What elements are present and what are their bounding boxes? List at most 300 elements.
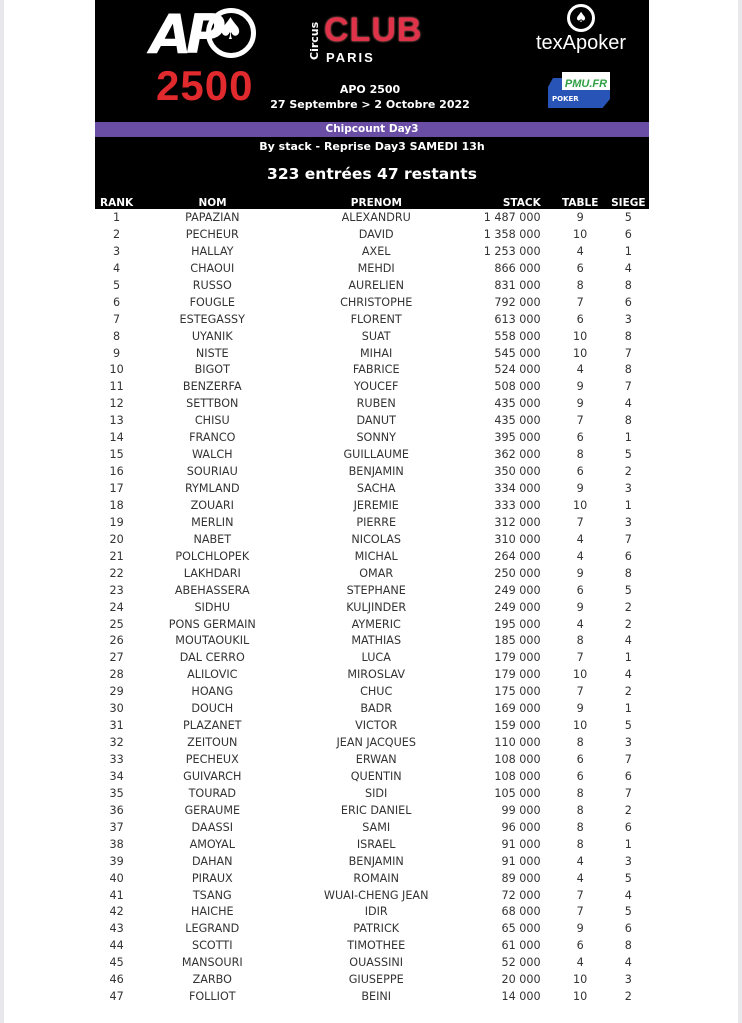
cell-prenom: MATHIAS bbox=[351, 634, 402, 648]
header-banner bbox=[95, 0, 649, 122]
table-row bbox=[95, 378, 649, 395]
cell-rank: 34 bbox=[109, 769, 124, 783]
cell-prenom: LUCA bbox=[361, 651, 391, 665]
cell-table: 4 bbox=[576, 244, 584, 258]
table-row bbox=[95, 345, 649, 362]
cell-table: 4 bbox=[576, 617, 584, 631]
cell-rank: 42 bbox=[109, 905, 124, 919]
cell-prenom: AXEL bbox=[361, 244, 391, 258]
cell-prenom: PIERRE bbox=[356, 515, 397, 529]
cell-siege: 7 bbox=[624, 346, 632, 360]
chipcount-sheet bbox=[95, 0, 649, 1005]
cell-siege: 1 bbox=[624, 431, 632, 445]
cell-prenom: ISRAEL bbox=[356, 837, 396, 851]
cell-stack: 334 000 bbox=[494, 482, 541, 495]
cell-siege: 5 bbox=[624, 583, 632, 597]
cell-nom: GUIVARCH bbox=[183, 769, 242, 783]
cell-table: 7 bbox=[576, 295, 584, 309]
cell-stack: 91 000 bbox=[501, 837, 541, 851]
table-row bbox=[95, 395, 649, 412]
cell-stack: 179 000 bbox=[494, 651, 541, 665]
table-row bbox=[95, 887, 649, 904]
cell-table: 10 bbox=[573, 498, 588, 512]
cell-nom: SCOTTI bbox=[192, 939, 233, 953]
cell-prenom: JEAN JACQUES bbox=[336, 736, 416, 750]
cell-table: 4 bbox=[576, 532, 584, 546]
table-row bbox=[95, 311, 649, 328]
cell-rank: 46 bbox=[109, 973, 124, 987]
cell-siege: 6 bbox=[624, 295, 632, 309]
cell-stack: 524 000 bbox=[494, 363, 541, 377]
cell-table: 9 bbox=[576, 600, 584, 614]
cell-rank: 44 bbox=[109, 939, 124, 953]
cell-prenom: SIDI bbox=[365, 786, 388, 800]
cell-stack: 169 000 bbox=[494, 702, 541, 716]
cell-prenom: VICTOR bbox=[355, 719, 398, 733]
cell-prenom: SUAT bbox=[361, 329, 391, 343]
cell-table: 6 bbox=[576, 465, 584, 479]
cell-nom: NISTE bbox=[195, 346, 229, 360]
cell-prenom: AURELIEN bbox=[348, 278, 405, 292]
cell-rank: 24 bbox=[109, 600, 124, 614]
cell-nom: RYMLAND bbox=[184, 482, 240, 495]
cell-siege: 4 bbox=[624, 634, 632, 648]
table-row bbox=[95, 971, 649, 988]
table-row bbox=[95, 209, 649, 226]
cell-siege: 1 bbox=[624, 498, 632, 512]
apo-logo-number: 2500 bbox=[156, 62, 254, 109]
cell-siege: 4 bbox=[624, 668, 632, 682]
cell-rank: 19 bbox=[109, 515, 124, 529]
texapoker-wordmark: texApoker bbox=[535, 32, 627, 54]
cell-siege: 8 bbox=[624, 414, 632, 428]
cell-rank: 35 bbox=[109, 786, 124, 800]
cell-siege: 1 bbox=[624, 837, 632, 851]
table-row bbox=[95, 548, 649, 565]
table-row bbox=[95, 565, 649, 582]
subtitle: By stack - Reprise Day3 SAMEDI 13h bbox=[259, 140, 485, 153]
cell-table: 7 bbox=[576, 515, 584, 529]
cell-rank: 4 bbox=[113, 261, 121, 275]
pmu-poker-label: POKER bbox=[552, 95, 579, 103]
cell-table: 4 bbox=[576, 363, 584, 377]
cell-table: 4 bbox=[576, 871, 584, 885]
cell-nom: DAL CERRO bbox=[179, 651, 245, 665]
cell-table: 10 bbox=[573, 346, 588, 360]
cell-nom: PECHEUR bbox=[185, 227, 239, 241]
cell-table: 6 bbox=[576, 753, 584, 766]
table-row bbox=[95, 616, 649, 633]
cell-table: 6 bbox=[576, 939, 584, 953]
cell-prenom: CHUC bbox=[360, 685, 393, 699]
cell-table: 4 bbox=[576, 956, 584, 970]
cell-table: 8 bbox=[576, 837, 584, 851]
cell-stack: 312 000 bbox=[494, 515, 541, 529]
cell-nom: RUSSO bbox=[192, 278, 232, 292]
cell-nom: DAASSI bbox=[191, 820, 234, 834]
cell-prenom: MICHAL bbox=[354, 549, 398, 563]
cell-rank: 13 bbox=[109, 414, 124, 428]
table-row bbox=[95, 683, 649, 700]
cell-rank: 16 bbox=[109, 465, 124, 479]
cell-rank: 3 bbox=[113, 244, 121, 258]
cell-rank: 45 bbox=[109, 956, 124, 970]
cell-rank: 37 bbox=[109, 820, 124, 834]
cell-rank: 41 bbox=[109, 888, 124, 902]
cell-nom: ESTEGASSY bbox=[179, 312, 245, 326]
cell-siege: 3 bbox=[624, 854, 632, 868]
cell-rank: 40 bbox=[109, 871, 124, 885]
cell-siege: 2 bbox=[624, 990, 632, 1004]
table-row bbox=[95, 632, 649, 649]
cell-prenom: DAVID bbox=[358, 227, 394, 241]
cell-prenom: KULJINDER bbox=[346, 600, 407, 614]
circus-label: Circus bbox=[308, 21, 321, 60]
cell-rank: 36 bbox=[109, 803, 124, 817]
cell-nom: PONS GERMAIN bbox=[168, 617, 256, 631]
cell-siege: 2 bbox=[624, 803, 632, 817]
cell-prenom: CHRISTOPHE bbox=[340, 295, 413, 309]
cell-siege: 2 bbox=[624, 600, 632, 614]
cell-table: 8 bbox=[576, 820, 584, 834]
cell-rank: 7 bbox=[113, 312, 121, 326]
cell-prenom: STEPHANE bbox=[346, 583, 406, 597]
cell-nom: TOURAD bbox=[188, 786, 236, 800]
table-row bbox=[95, 294, 649, 311]
table-row bbox=[95, 480, 649, 497]
cell-prenom: BADR bbox=[360, 702, 393, 716]
cell-prenom: OMAR bbox=[359, 566, 394, 580]
cell-rank: 22 bbox=[109, 566, 124, 580]
texapoker-spade-icon: ♠ bbox=[567, 4, 595, 32]
cell-siege: 6 bbox=[624, 227, 632, 241]
cell-siege: 5 bbox=[624, 211, 632, 224]
cell-table: 7 bbox=[576, 888, 584, 902]
cell-stack: 52 000 bbox=[501, 956, 541, 970]
table-row bbox=[95, 514, 649, 531]
table-row bbox=[95, 954, 649, 971]
cell-stack: 108 000 bbox=[494, 753, 541, 766]
cell-table: 8 bbox=[576, 448, 584, 462]
cell-stack: 179 000 bbox=[494, 668, 541, 682]
cell-nom: LEGRAND bbox=[185, 922, 240, 936]
cell-nom: BENZERFA bbox=[182, 380, 242, 394]
col-rank: RANK bbox=[100, 197, 134, 209]
cell-table: 10 bbox=[573, 329, 588, 343]
cell-stack: 250 000 bbox=[494, 566, 541, 580]
table-row bbox=[95, 582, 649, 599]
table-row bbox=[95, 819, 649, 836]
table-row bbox=[95, 226, 649, 243]
cell-stack: 508 000 bbox=[494, 380, 541, 394]
cell-stack: 831 000 bbox=[494, 278, 541, 292]
table-row bbox=[95, 243, 649, 260]
cell-nom: SOURIAU bbox=[186, 465, 238, 479]
table-row bbox=[95, 870, 649, 887]
cell-prenom: PATRICK bbox=[353, 922, 400, 936]
cell-siege: 2 bbox=[624, 465, 632, 479]
cell-table: 4 bbox=[576, 854, 584, 868]
club-word: CLUB bbox=[324, 11, 423, 49]
cell-nom: HOANG bbox=[191, 685, 234, 699]
section-title: Chipcount Day3 bbox=[95, 122, 649, 137]
cell-prenom: WUAI-CHENG JEAN bbox=[323, 888, 429, 902]
cell-nom: HALLAY bbox=[191, 244, 234, 258]
table-row bbox=[95, 429, 649, 446]
cell-rank: 15 bbox=[109, 448, 124, 462]
cell-rank: 38 bbox=[109, 837, 124, 851]
cell-siege: 1 bbox=[624, 651, 632, 665]
cell-rank: 25 bbox=[109, 617, 124, 631]
cell-prenom: ERIC DANIEL bbox=[340, 803, 412, 817]
cell-nom: POLCHLOPEK bbox=[175, 549, 250, 563]
cell-prenom: FLORENT bbox=[350, 312, 402, 326]
table-row bbox=[95, 446, 649, 463]
cell-nom: FOLLIOT bbox=[188, 990, 236, 1004]
cell-prenom: FABRICE bbox=[352, 363, 400, 377]
cell-stack: 72 000 bbox=[501, 888, 541, 902]
cell-siege: 3 bbox=[624, 736, 632, 750]
cell-nom: GERAUME bbox=[184, 803, 241, 817]
cell-nom: NABET bbox=[193, 532, 232, 546]
cell-rank: 43 bbox=[109, 922, 124, 936]
cell-nom: ZOUARI bbox=[190, 498, 234, 512]
cell-siege: 8 bbox=[624, 363, 632, 377]
col-siege: SIEGE bbox=[611, 197, 646, 209]
table-row bbox=[95, 988, 649, 1005]
cell-siege: 8 bbox=[624, 329, 632, 343]
cell-stack: 792 000 bbox=[494, 295, 541, 309]
cell-nom: BIGOT bbox=[194, 363, 230, 377]
table-row bbox=[95, 649, 649, 666]
cell-nom: MERLIN bbox=[191, 515, 234, 529]
cell-table: 6 bbox=[576, 583, 584, 597]
cell-table: 7 bbox=[576, 651, 584, 665]
cell-stack: 68 000 bbox=[501, 905, 541, 919]
table-row bbox=[95, 802, 649, 819]
cell-stack: 1 253 000 bbox=[483, 244, 541, 258]
cell-siege: 4 bbox=[624, 397, 632, 411]
cell-siege: 8 bbox=[624, 566, 632, 580]
table-row bbox=[95, 328, 649, 345]
cell-nom: MOUTAOUKIL bbox=[175, 634, 250, 648]
cell-stack: 108 000 bbox=[494, 769, 541, 783]
cell-rank: 5 bbox=[113, 278, 121, 292]
cell-rank: 8 bbox=[113, 329, 121, 343]
cell-table: 10 bbox=[573, 227, 588, 241]
cell-table: 7 bbox=[576, 414, 584, 428]
cell-siege: 8 bbox=[624, 278, 632, 292]
cell-stack: 613 000 bbox=[494, 312, 541, 326]
cell-rank: 11 bbox=[109, 380, 124, 394]
cell-nom: DAHAN bbox=[192, 854, 233, 868]
cell-stack: 89 000 bbox=[501, 871, 541, 885]
cell-stack: 249 000 bbox=[494, 600, 541, 614]
cell-prenom: RUBEN bbox=[356, 397, 396, 411]
cell-stack: 91 000 bbox=[501, 854, 541, 868]
cell-siege: 7 bbox=[624, 532, 632, 546]
col-table: TABLE bbox=[562, 197, 599, 209]
cell-siege: 5 bbox=[624, 448, 632, 462]
cell-rank: 29 bbox=[109, 685, 124, 699]
cell-rank: 26 bbox=[109, 634, 124, 648]
cell-prenom: MIHAI bbox=[360, 346, 393, 360]
cell-siege: 3 bbox=[624, 312, 632, 326]
cell-table: 8 bbox=[576, 278, 584, 292]
cell-siege: 6 bbox=[624, 769, 632, 783]
cell-stack: 264 000 bbox=[494, 549, 541, 563]
cell-prenom: ROMAIN bbox=[353, 871, 399, 885]
cell-nom: WALCH bbox=[191, 448, 233, 462]
table-row bbox=[95, 751, 649, 768]
cell-rank: 21 bbox=[109, 549, 124, 563]
cell-table: 7 bbox=[576, 905, 584, 919]
cell-table: 10 bbox=[573, 668, 588, 682]
cell-rank: 33 bbox=[109, 753, 124, 766]
cell-nom: ZARBO bbox=[192, 973, 232, 987]
cell-prenom: GIUSEPPE bbox=[348, 973, 404, 987]
cell-stack: 310 000 bbox=[494, 532, 541, 546]
table-row bbox=[95, 920, 649, 937]
table-row bbox=[95, 836, 649, 853]
cell-siege: 5 bbox=[624, 719, 632, 733]
cell-siege: 7 bbox=[624, 753, 632, 766]
pmu-poker-logo bbox=[548, 72, 610, 108]
cell-stack: 333 000 bbox=[494, 498, 541, 512]
cell-siege: 7 bbox=[624, 786, 632, 800]
cell-nom: LAKHDARI bbox=[183, 566, 241, 580]
cell-stack: 110 000 bbox=[494, 736, 541, 750]
cell-siege: 8 bbox=[624, 939, 632, 953]
cell-prenom: GUILLAUME bbox=[343, 448, 409, 462]
cell-rank: 28 bbox=[109, 668, 124, 682]
cell-table: 6 bbox=[576, 431, 584, 445]
table-row bbox=[95, 937, 649, 954]
cell-table: 9 bbox=[576, 482, 584, 495]
cell-prenom: BENJAMIN bbox=[348, 854, 404, 868]
cell-nom: SIDHU bbox=[194, 600, 231, 614]
cell-nom: FRANCO bbox=[189, 431, 236, 445]
cell-nom: MANSOURI bbox=[181, 956, 243, 970]
spade-icon: ♠ bbox=[217, 12, 244, 47]
cell-prenom: SACHA bbox=[356, 482, 396, 495]
cell-prenom: MIROSLAV bbox=[347, 668, 406, 682]
cell-rank: 6 bbox=[113, 295, 121, 309]
cell-table: 6 bbox=[576, 312, 584, 326]
cell-stack: 99 000 bbox=[501, 803, 541, 817]
cell-siege: 2 bbox=[624, 617, 632, 631]
cell-prenom: MEHDI bbox=[357, 261, 395, 275]
cell-stack: 175 000 bbox=[494, 685, 541, 699]
cell-stack: 185 000 bbox=[494, 634, 541, 648]
cell-rank: 27 bbox=[109, 651, 124, 665]
cell-rank: 39 bbox=[109, 854, 124, 868]
table-row bbox=[95, 361, 649, 378]
cell-prenom: ALEXANDRU bbox=[341, 211, 411, 224]
cell-prenom: BEINI bbox=[361, 990, 392, 1004]
cell-table: 9 bbox=[576, 922, 584, 936]
cell-stack: 545 000 bbox=[494, 346, 541, 360]
table-row bbox=[95, 734, 649, 751]
cell-stack: 249 000 bbox=[494, 583, 541, 597]
cell-table: 10 bbox=[573, 990, 588, 1004]
table-row bbox=[95, 497, 649, 514]
cell-table: 8 bbox=[576, 786, 584, 800]
cell-table: 9 bbox=[576, 397, 584, 411]
cell-stack: 1 487 000 bbox=[483, 211, 541, 224]
cell-prenom: NICOLAS bbox=[351, 532, 401, 546]
cell-table: 7 bbox=[576, 685, 584, 699]
cell-nom: PAPAZIAN bbox=[185, 211, 240, 224]
cell-nom: PIRAUX bbox=[191, 871, 233, 885]
entries-summary: 323 entrées 47 restants bbox=[267, 165, 477, 183]
cell-table: 4 bbox=[576, 549, 584, 563]
table-row bbox=[95, 260, 649, 277]
cell-stack: 362 000 bbox=[494, 448, 541, 462]
apo-2500-logo bbox=[150, 3, 260, 109]
cell-stack: 866 000 bbox=[494, 261, 541, 275]
cell-rank: 2 bbox=[113, 227, 121, 241]
cell-prenom: ERWAN bbox=[355, 753, 397, 766]
cell-nom: ALILOVIC bbox=[187, 668, 238, 682]
cell-rank: 20 bbox=[109, 532, 124, 546]
cell-nom: HAICHE bbox=[190, 905, 234, 919]
paris-word: PARIS bbox=[326, 50, 375, 65]
cell-prenom: OUASSINI bbox=[349, 956, 404, 970]
cell-table: 10 bbox=[573, 973, 588, 987]
table-row bbox=[95, 903, 649, 920]
apo-logo-letters: AP bbox=[150, 3, 220, 66]
cell-table: 8 bbox=[576, 803, 584, 817]
table-row bbox=[95, 412, 649, 429]
cell-nom: PLAZANET bbox=[183, 719, 242, 733]
cell-stack: 435 000 bbox=[494, 414, 541, 428]
cell-rank: 23 bbox=[109, 583, 124, 597]
cell-prenom: AYMERIC bbox=[351, 617, 401, 631]
cell-prenom: DANUT bbox=[356, 414, 396, 428]
cell-stack: 96 000 bbox=[501, 820, 541, 834]
cell-table: 9 bbox=[576, 702, 584, 716]
cell-rank: 12 bbox=[109, 397, 124, 411]
cell-prenom: JEREMIE bbox=[353, 498, 399, 512]
table-header bbox=[95, 195, 649, 209]
table-row bbox=[95, 463, 649, 480]
subtitle-block bbox=[95, 137, 649, 195]
col-prenom: PRENOM bbox=[350, 197, 402, 209]
texapoker-logo bbox=[525, 4, 637, 60]
cell-siege: 5 bbox=[624, 905, 632, 919]
cell-stack: 435 000 bbox=[494, 397, 541, 411]
cell-rank: 47 bbox=[109, 990, 124, 1004]
cell-siege: 2 bbox=[624, 685, 632, 699]
cell-stack: 195 000 bbox=[494, 617, 541, 631]
table-row bbox=[95, 531, 649, 548]
cell-table: 9 bbox=[576, 211, 584, 224]
cell-rank: 10 bbox=[109, 363, 124, 377]
page-edge-left bbox=[0, 0, 4, 1023]
cell-siege: 5 bbox=[624, 871, 632, 885]
cell-nom: CHISU bbox=[194, 414, 230, 428]
event-dates: 27 Septembre > 2 Octobre 2022 bbox=[270, 98, 470, 111]
cell-nom: DOUCH bbox=[191, 702, 234, 716]
cell-stack: 1 358 000 bbox=[483, 227, 541, 241]
table-row bbox=[95, 785, 649, 802]
cell-table: 6 bbox=[576, 261, 584, 275]
cell-stack: 395 000 bbox=[494, 431, 541, 445]
page-edge-right bbox=[738, 0, 742, 1023]
cell-siege: 4 bbox=[624, 888, 632, 902]
cell-prenom: BENJAMIN bbox=[348, 465, 404, 479]
